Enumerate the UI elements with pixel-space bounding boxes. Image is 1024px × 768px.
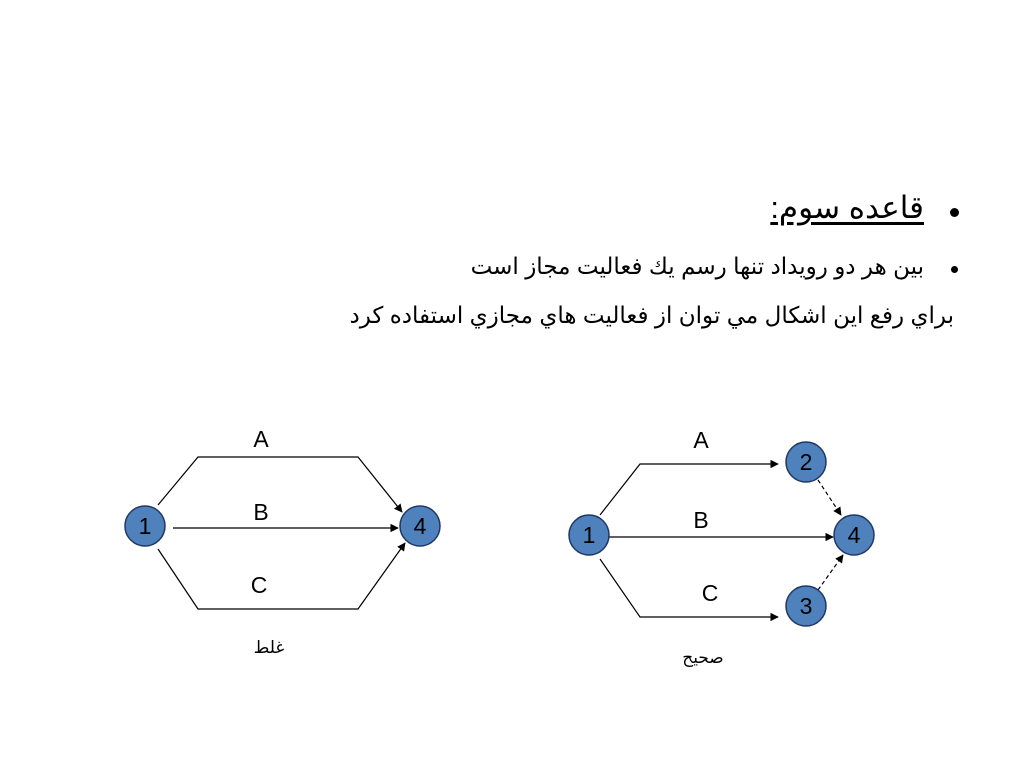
wrong-caption: غلط xyxy=(253,638,285,658)
correct-activity-c: C xyxy=(701,580,719,606)
wrong-activity-a: A xyxy=(253,426,269,452)
correct-edge-a xyxy=(600,464,778,515)
correct-edge-c xyxy=(600,559,778,617)
wrong-activity-b: B xyxy=(253,499,269,525)
correct-dummy-edge-bottom xyxy=(818,555,843,590)
correct-node-top xyxy=(786,442,826,482)
svg-text:1: 1 xyxy=(138,513,152,539)
correct-activity-a: A xyxy=(693,427,709,453)
wrong-node-end xyxy=(400,506,440,546)
correct-node-start xyxy=(569,515,609,555)
correct-caption: صحيح xyxy=(682,648,724,668)
rule-text: بين هر دو رويداد تنها رسم يك فعاليت مجاز است xyxy=(470,253,924,279)
svg-text:2: 2 xyxy=(799,449,813,475)
wrong-diagram xyxy=(125,426,440,658)
svg-text:4: 4 xyxy=(847,522,861,548)
note-text: براي رفع اين اشكال مي توان از فعاليت هاي مجازي استفاده كرد xyxy=(349,302,954,328)
correct-node-end xyxy=(834,515,874,555)
wrong-edge-a xyxy=(158,457,402,512)
wrong-node-start xyxy=(125,506,165,546)
wrong-activity-c: C xyxy=(250,572,268,598)
correct-node-bottom xyxy=(786,586,826,626)
svg-text:4: 4 xyxy=(413,513,427,539)
svg-text:1: 1 xyxy=(582,522,596,548)
correct-diagram xyxy=(569,427,874,668)
slide-title: قاعده سوم: xyxy=(770,190,924,225)
svg-text:3: 3 xyxy=(799,593,813,619)
correct-activity-b: B xyxy=(693,507,709,533)
correct-dummy-edge-top xyxy=(818,480,841,515)
wrong-edge-c xyxy=(158,543,405,609)
